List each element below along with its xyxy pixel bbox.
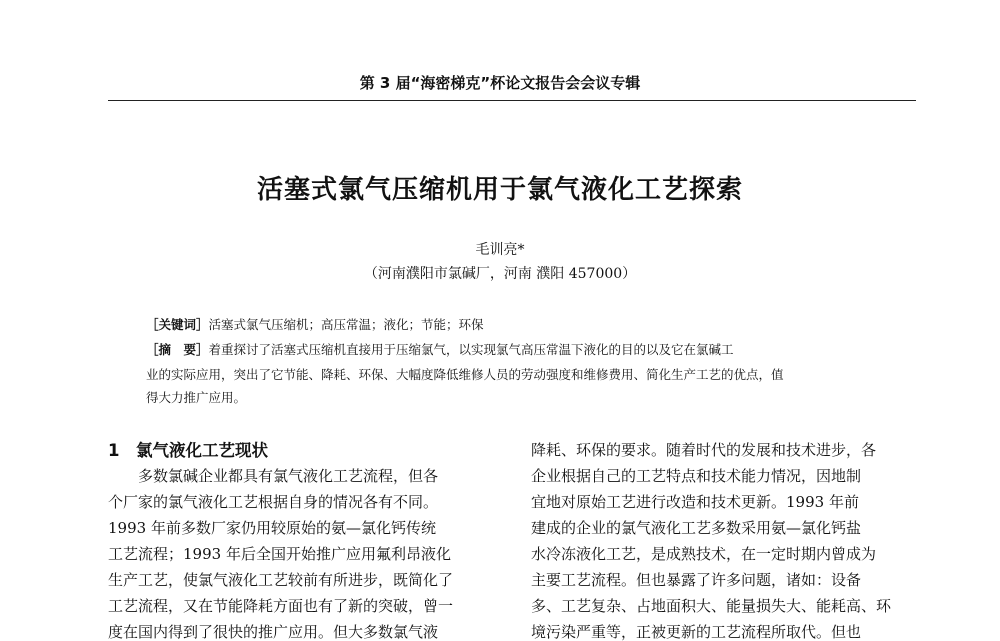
right-column-line: 降耗、环保的要求。随着时代的发展和技术进步，各 — [531, 441, 877, 459]
author-affiliation: （河南濮阳市氯碱厂，河南 濮阳 457000） — [363, 266, 637, 282]
right-column-line: 多、工艺复杂、占地面积大、能量损失大、能耗高、环 — [531, 597, 892, 615]
right-column-line: 境污染严重等，正被更新的工艺流程所取代。但也 — [531, 623, 862, 641]
left-column-line: 1993 年前多数厂家仍用较原始的氨—氯化钙传统 — [108, 519, 436, 537]
right-column-line: 宜地对原始工艺进行改造和技术更新。1993 年前 — [531, 493, 859, 511]
header-rule — [108, 100, 916, 101]
running-header: 第 3 届“海密梯克”杯论文报告会会议专辑 — [359, 74, 641, 92]
section-heading: 1 氯气液化工艺现状 — [108, 441, 268, 460]
left-column-line: 度在国内得到了很快的推广应用。但大多数氯气液 — [108, 623, 439, 641]
left-column-line: 工艺流程；1993 年后全国开始推广应用氟利昂液化 — [108, 545, 451, 563]
right-column-line: 主要工艺流程。但也暴露了许多问题，诸如：设备 — [531, 571, 862, 589]
author-name: 毛训亮* — [475, 242, 525, 258]
left-column-line: 工艺流程，又在节能降耗方面也有了新的突破，曾一 — [108, 597, 454, 615]
left-column-line: 多数氯碱企业都具有氯气液化工艺流程，但各 — [108, 467, 439, 485]
keywords-label: ［关键词］ — [146, 317, 209, 332]
right-column-line: 企业根据自己的工艺特点和技术能力情况，因地制 — [531, 467, 862, 485]
right-column-line: 水冷冻液化工艺，是成熟技术，在一定时期内曾成为 — [531, 545, 877, 563]
right-column-line: 建成的企业的氯气液化工艺多数采用氨—氯化钙盐 — [531, 519, 862, 537]
paper-title: 活塞式氯气压缩机用于氯气液化工艺探索 — [256, 175, 743, 205]
keywords-text: 活塞式氯气压缩机；高压常温；液化；节能；环保 — [208, 317, 484, 332]
left-column-line: 生产工艺，使氯气液化工艺较前有所进步，既简化了 — [108, 571, 454, 589]
keywords-line — [146, 316, 916, 334]
abstract-text-1: 着重探讨了活塞式压缩机直接用于压缩氯气，以实现氯气高压常温下液化的目的以及它在氯碱工 — [208, 342, 734, 357]
left-column-line: 个厂家的氯气液化工艺根据自身的情况各有不同。 — [108, 493, 439, 511]
abstract-label: ［摘 要］ — [146, 342, 209, 357]
abstract-line-2: 业的实际应用，突出了它节能、降耗、环保、大幅度降低维修人员的劳动强度和维修费用、简化生产工艺的优点，值 — [146, 367, 784, 382]
abstract-line-3: 得大力推广应用。 — [146, 390, 247, 405]
abstract-line-1 — [146, 341, 916, 359]
